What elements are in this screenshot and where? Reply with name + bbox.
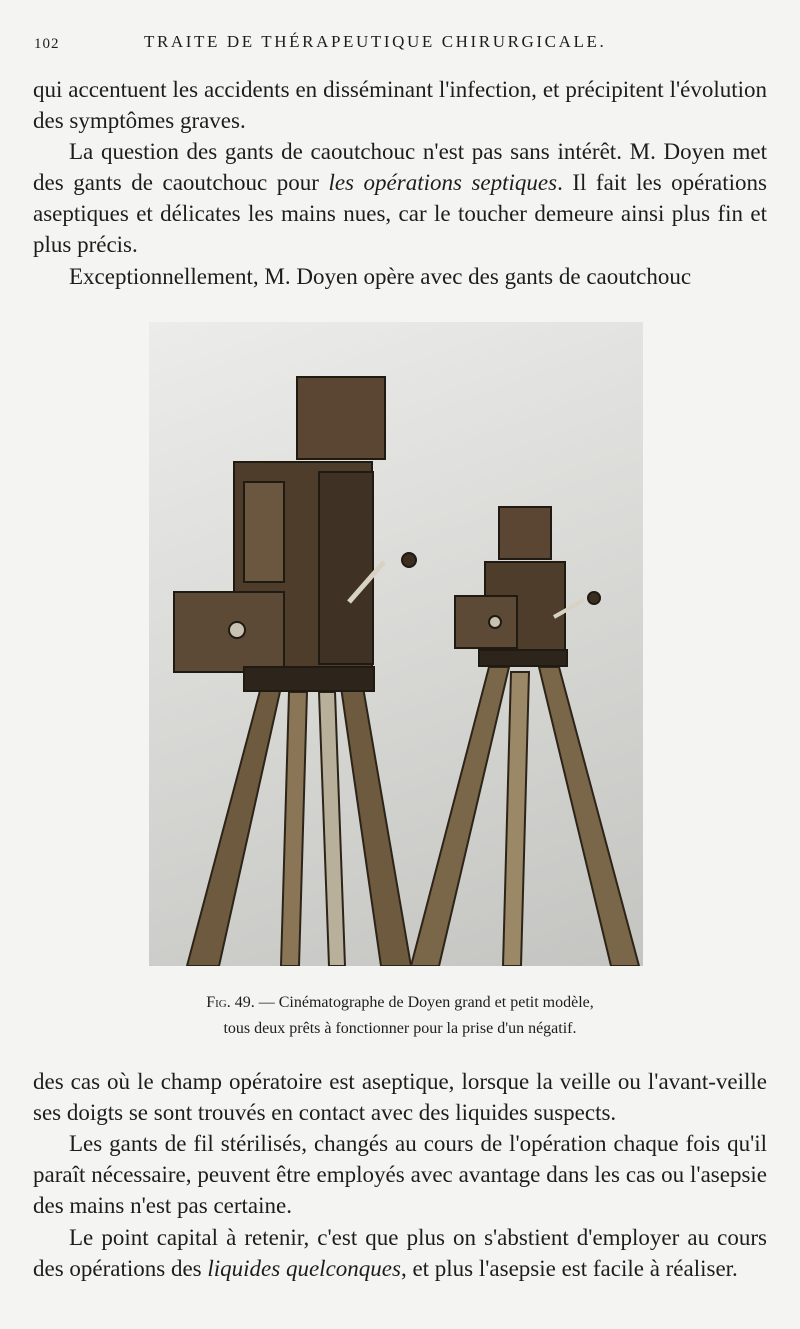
paragraph-capital-point bbox=[33, 1222, 767, 1284]
paragraph-continuation-2 bbox=[33, 1066, 767, 1128]
figure-label: Fig. 49. bbox=[206, 994, 255, 1011]
caption-text: — Cinématographe de Doyen grand et petit modèle, bbox=[254, 994, 594, 1011]
running-title: TRAITE DE THÉRAPEUTIQUE CHIRURGICALE. bbox=[144, 32, 607, 51]
paragraph-text: . Il fait les opérations aseptiques et délicates les mains nues, car le toucher demeure ainsi plus fin et plus précis. bbox=[33, 170, 767, 257]
paragraph-text: Les gants de fil stérilisés, changés au cours de l'opération chaque fois qu'il paraît nécessaire, peuvent être employés avec avantage dans les cas ou l'asepsie des mains n'est pas certaine. bbox=[33, 1131, 767, 1218]
paragraph-text: des cas où le champ opératoire est aseptique, lorsque la veille ou l'avant-veille ses doigts se sont trouvés en contact avec des liquides suspects. bbox=[33, 1069, 767, 1125]
running-header bbox=[34, 26, 768, 56]
page-number: 102 bbox=[34, 36, 60, 52]
paragraph-continuation bbox=[33, 74, 767, 136]
paragraph-exceptionally bbox=[33, 261, 767, 292]
cinematograph-illustration bbox=[149, 322, 643, 966]
paragraph-text: Le point capital à retenir, c'est que plus on s'abstient d'employer au cours des opérations des bbox=[33, 1225, 767, 1281]
paragraph-thread-gloves bbox=[33, 1128, 767, 1221]
figure-caption bbox=[100, 990, 700, 1042]
paragraph-text: La question des gants de caoutchouc n'est pas sans intérêt. M. Doyen met des gants de caoutchouc pour bbox=[33, 139, 767, 195]
paragraph-text: Exceptionnellement, M. Doyen opère avec des gants de caoutchouc bbox=[69, 264, 692, 289]
emphasis-text: les opérations septiques bbox=[328, 170, 558, 195]
caption-line bbox=[100, 990, 700, 1016]
figure-photograph bbox=[149, 322, 643, 966]
emphasis-text: liquides quelconques bbox=[207, 1256, 401, 1281]
paragraph-rubber-gloves bbox=[33, 136, 767, 260]
paragraph-text: , et plus l'asepsie est facile à réaliser. bbox=[400, 1256, 738, 1281]
paragraph-text: qui accentuent les accidents en disséminant l'infection, et précipitent l'évolution des symptômes graves. bbox=[33, 77, 767, 133]
caption-line: tous deux prêts à fonctionner pour la prise d'un négatif. bbox=[223, 1020, 577, 1037]
